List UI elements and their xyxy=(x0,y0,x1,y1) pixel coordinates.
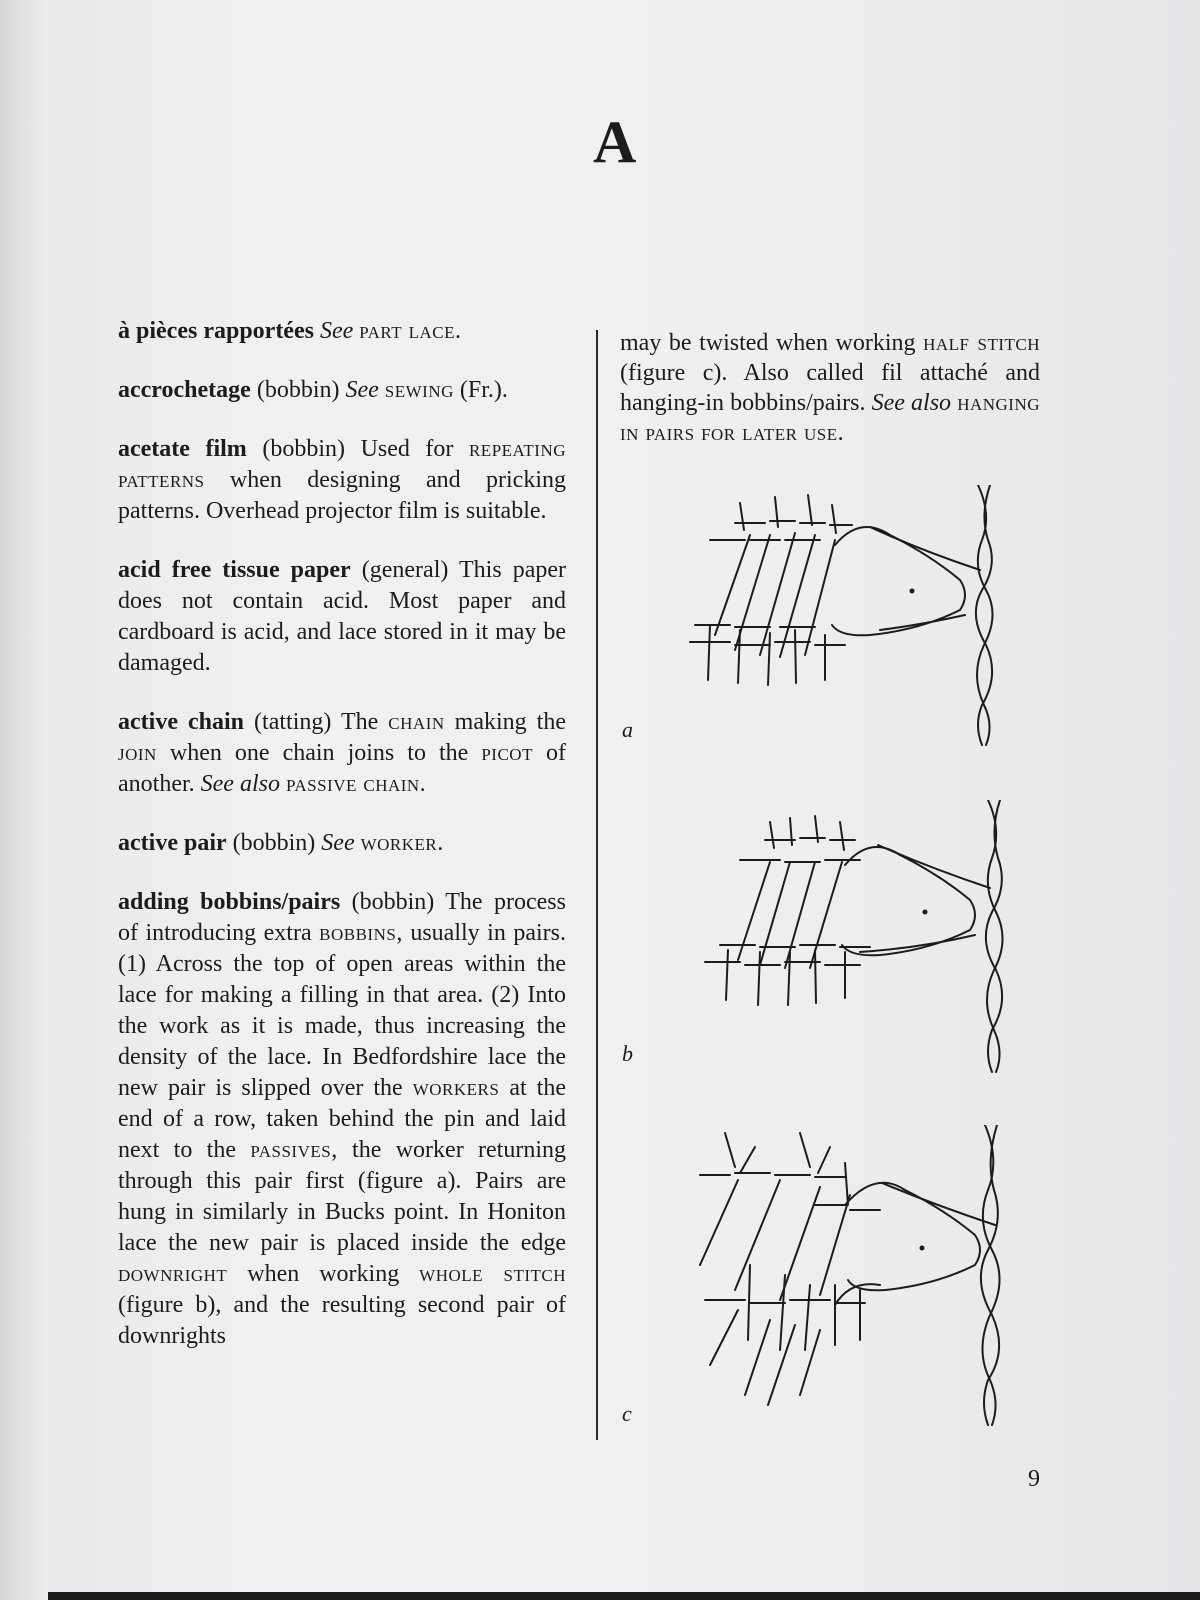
definition-text: when one chain joins to the xyxy=(169,740,469,766)
category: (bobbin) xyxy=(232,830,316,856)
page-number: 9 xyxy=(1028,1466,1040,1492)
left-column xyxy=(118,316,566,1380)
category: (tatting) xyxy=(254,709,332,735)
cross-reference: sewing xyxy=(384,377,454,403)
figure-c xyxy=(620,1125,1040,1435)
see-also-label: See also xyxy=(200,771,280,797)
category: (bobbin) xyxy=(256,377,340,403)
cross-reference: join xyxy=(118,740,157,766)
definition-text: when working xyxy=(247,1261,400,1287)
see-also-label: See also xyxy=(871,390,952,416)
definition-text: making the xyxy=(454,709,567,735)
headword: acetate film xyxy=(118,436,247,462)
figure-a xyxy=(620,485,1040,755)
cross-reference: bobbins, xyxy=(319,920,403,946)
cross-reference: half stitch xyxy=(923,330,1041,356)
headword: active chain xyxy=(118,709,245,735)
definition-text: when designing and pricking patterns. Overhead projector film is suitable. xyxy=(118,467,566,524)
definition-text: of another. xyxy=(118,740,566,797)
entry-active-pair xyxy=(118,828,566,859)
figure-b xyxy=(620,800,1040,1075)
headword: acid free tissue paper xyxy=(118,557,351,583)
category: (bobbin) xyxy=(262,436,346,462)
definition-text: may be twisted when working xyxy=(620,330,916,356)
definition-text: the worker returning through this pair first (figure a). Pairs are hung in similarly in Bucks point. In Honiton lace the new pair is placed inside the edge xyxy=(118,1137,566,1256)
definition-text: The xyxy=(340,709,379,735)
cross-reference: workers xyxy=(412,1075,500,1101)
headword: accrochetage xyxy=(118,377,251,403)
figure-label-b: b xyxy=(622,1041,633,1066)
figure-b-drawing xyxy=(620,800,1040,1075)
definition-text: (figure c). Also called fil attaché and hanging-in bobbins/pairs. xyxy=(620,360,1040,416)
entry-adding-bobbins-pairs xyxy=(118,887,566,1352)
figure-c-drawing xyxy=(620,1125,1040,1435)
see-label: See xyxy=(319,318,354,344)
right-column xyxy=(620,328,1040,476)
headword: active pair xyxy=(118,830,227,856)
cross-reference: whole stitch xyxy=(419,1261,566,1287)
section-letter: A xyxy=(593,109,637,175)
figure-a-drawing xyxy=(620,485,1040,755)
entry-active-chain xyxy=(118,707,566,800)
figure-label-a: a xyxy=(622,717,633,742)
see-label: See xyxy=(345,377,379,403)
entry-accrochetage xyxy=(118,375,566,406)
cross-reference: part lace. xyxy=(359,318,462,344)
cross-reference: downright xyxy=(118,1261,228,1287)
book-spine xyxy=(0,0,48,1600)
entry-acid-free-tissue-paper xyxy=(118,555,566,679)
book-page xyxy=(48,0,1200,1592)
definition-text: at the end of a row, taken behind the pin and laid next to the xyxy=(118,1075,566,1163)
headword: à pièces rapportées xyxy=(118,318,314,344)
cross-reference: repeating patterns xyxy=(118,436,567,493)
entry-a-pieces-rapportees xyxy=(118,316,566,347)
column-divider xyxy=(596,330,598,1440)
definition-text: (figure b), and the resulting second pair of downrights xyxy=(118,1292,566,1349)
see-label: See xyxy=(321,830,355,856)
definition-text: usually in pairs. (1) Across the top of open areas within the lace for making a filling in that area. (2) Into the work as it is made, thus increasing the density of the lace. In Bedfordshire lace the new pair is slipped over the xyxy=(118,920,567,1101)
headword: adding bobbins/pairs xyxy=(118,889,341,915)
cross-reference: picot xyxy=(481,740,533,766)
cross-reference: passives, xyxy=(250,1137,338,1163)
entry-continuation xyxy=(620,328,1040,448)
cross-reference: hanging in pairs for later use. xyxy=(620,390,1041,446)
category: (general) xyxy=(361,557,449,583)
definition-text: Used for xyxy=(360,436,454,462)
cross-reference: chain xyxy=(388,709,445,735)
entry-acetate-film xyxy=(118,434,566,527)
cross-reference: passive chain. xyxy=(285,771,427,797)
figure-label-c: c xyxy=(622,1401,632,1426)
category: (bobbin) xyxy=(351,889,435,915)
definition-text: This paper does not contain acid. Most paper and cardboard is acid, and lace stored in it may be damaged. xyxy=(118,557,567,676)
language-note: (Fr.). xyxy=(459,377,508,403)
definition-text: The process of introducing extra xyxy=(118,889,566,946)
cross-reference: worker. xyxy=(360,830,444,856)
